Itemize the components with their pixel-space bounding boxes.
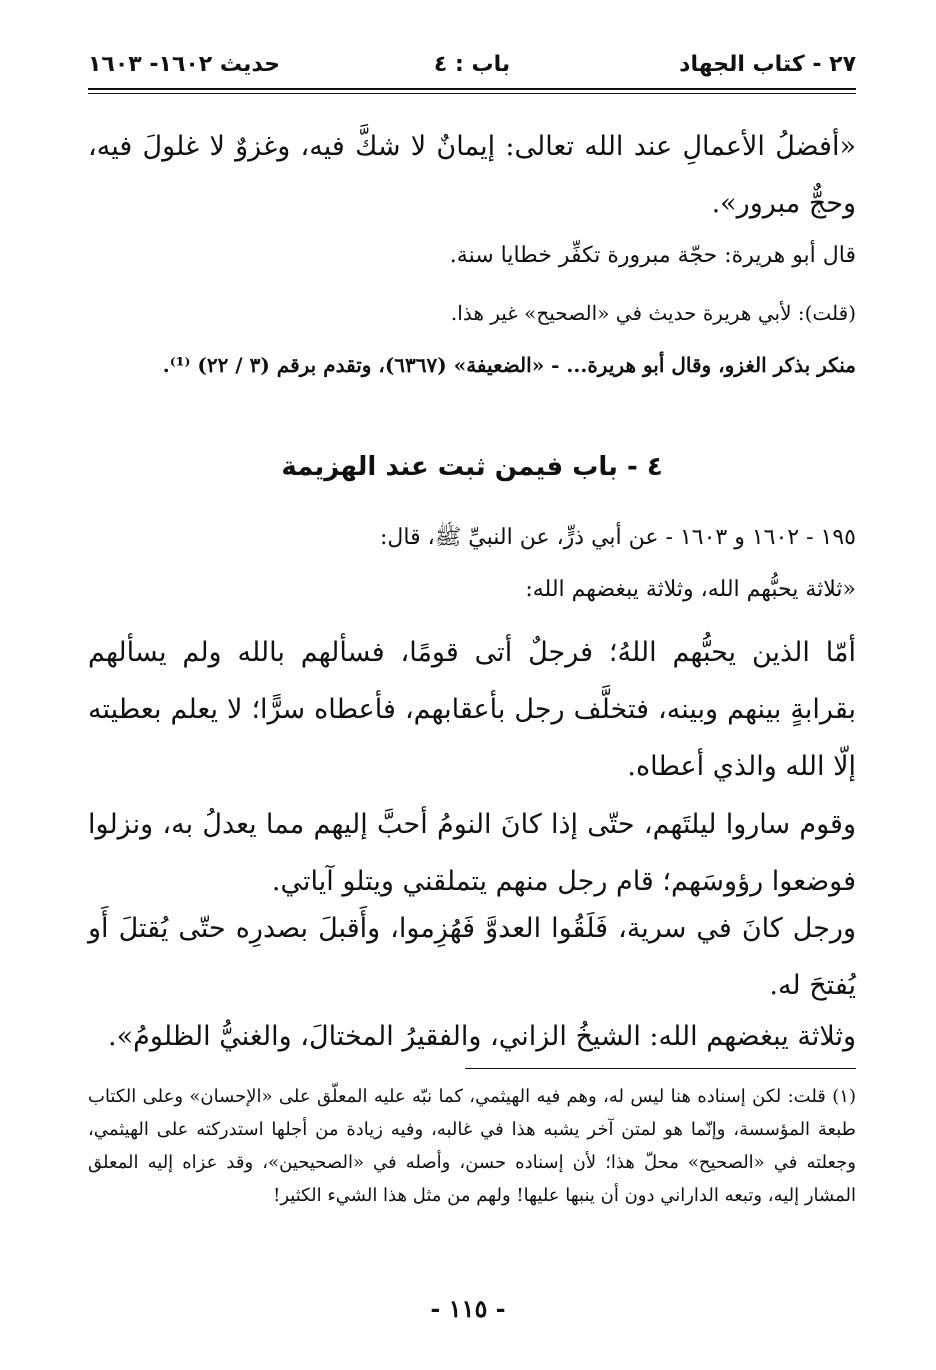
page-number: - ١١٥ - [430, 1294, 506, 1323]
hadith-paragraph-2: وقوم ساروا ليلتَهم، حتّى إذا كانَ النومُ أحبَّ إليهم مما يعدلُ به، ونزلوا فوضعوا رؤوسَهم؛ قام رجل منهم يتملقني ويتلو آياتي. [88, 809, 856, 897]
hadith-prev-text: «أفضلُ الأعمالِ عند الله تعالى: إيمانٌ لا شكَّ فيه، وغزوٌ لا غلولَ فيه، وحجٌّ مبرور». [88, 131, 856, 219]
qult-note: (قلت): لأبي هريرة حديث في «الصحيح» غير هذا. [450, 301, 856, 325]
header-book-title: ٢٧ - كتاب الجهاد [679, 52, 856, 77]
running-header [88, 52, 856, 88]
header-rule [88, 88, 856, 94]
grading-note: منكر بذكر الغزو، وقال أبو هريرة... - «الضعيفة» (٦٣٦٧)، وتقدم برقم (٣ / ٢٢) ⁽¹⁾. [162, 353, 856, 377]
hadith-paragraph-3: ورجل كانَ في سرية، فَلَقُوا العدوَّ فَهُزِموا، وأَقبلَ بصدرِه حتّى يُقتلَ أَو يُفتحَ له. [88, 913, 856, 1001]
hadith-paragraph-4: وثلاثة يبغضهم الله: الشيخُ الزاني، والفقيرُ المختالَ، والغنيُّ الظلومُ». [108, 1021, 856, 1052]
hadith-line-1: «ثلاثة يحبُّهم الله، وثلاثة يبغضهم الله: [525, 577, 856, 602]
footnote-rule [465, 1068, 856, 1069]
abu-hurayra-saying: قال أبو هريرة: حجّة مبرورة تكفِّر خطايا سنة. [449, 243, 856, 268]
header-hadith-range: حديث ١٦٠٢- ١٦٠٣ [88, 52, 281, 77]
chapter-heading: ٤ - باب فيمن ثبت عند الهزيمة [281, 452, 663, 482]
hadith-intro: ١٩٥ - ١٦٠٢ و ١٦٠٣ - عن أبي ذرٍّ، عن النبيِّ ﷺ، قال: [380, 525, 856, 550]
hadith-paragraph-1: أمّا الذين يحبُّهم اللهُ؛ فرجلٌ أتى قومًا، فسألهم بالله ولم يسألهم بقرابةٍ بينهم وبينه، فتخلَّف رجل بأعقابهم، فأعطاه سرًّا؛ لا يعلم بعطيته إلّا الله والذي أعطاه. [88, 637, 856, 782]
footnote-text: (١) قلت: لكن إسناده هنا ليس له، وهم فيه الهيثمي، كما نبّه عليه المعلّق على «الإحسان» وعلى الكتاب طبعة المؤسسة، وإنّما هو لمتن آخر يشبه هذا في غالبه، وفيه زيادة من أجلها استدركته على الهيثمي، وجعلته في «الصحيح» محلّ هذا؛ لأن إسناده حسن، وأصله في «الصحيحين»، وقد عزاه إليه المعلق المشار إليه، وتبعه الداراني دون أن ينبها عليها! ولهم من مثل هذا الشيء الكثير! [88, 1086, 856, 1206]
header-chapter: باب : ٤ [433, 52, 511, 77]
